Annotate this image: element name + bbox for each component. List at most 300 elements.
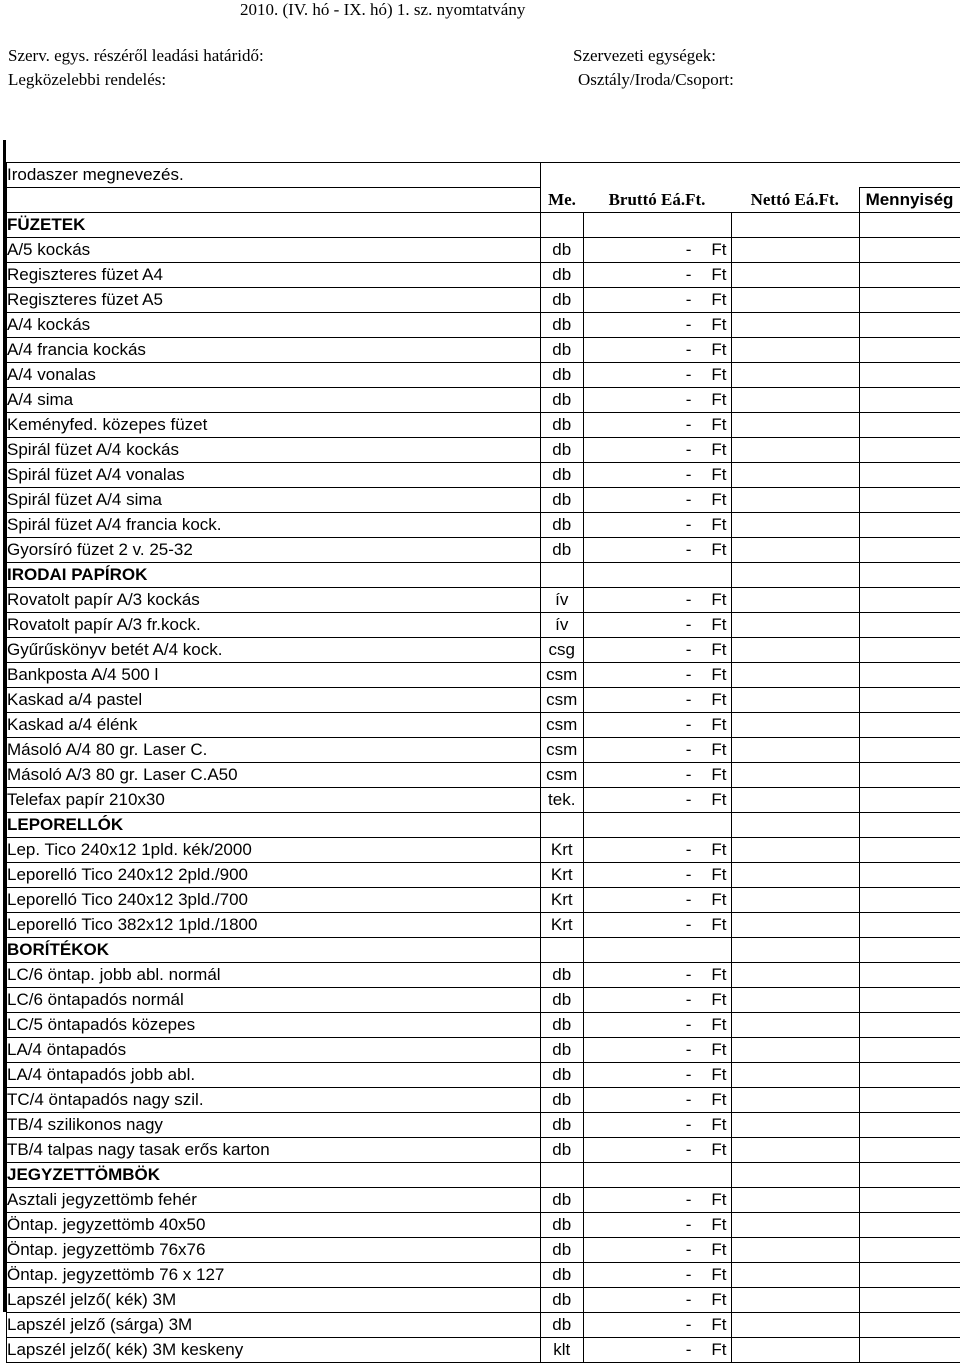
- quantity-cell[interactable]: [859, 538, 960, 563]
- price-dash: -: [686, 1140, 692, 1160]
- table-row: [7, 1338, 960, 1363]
- quantity-cell[interactable]: [859, 713, 960, 738]
- net-price[interactable]: [731, 913, 859, 938]
- quantity-cell[interactable]: [859, 413, 960, 438]
- item-name: Keményfed. közepes füzet: [7, 413, 541, 438]
- price-currency: Ft: [711, 590, 726, 610]
- net-price[interactable]: [731, 263, 859, 288]
- item-name: Telefax papír 210x30: [7, 788, 541, 813]
- price-dash: -: [686, 315, 692, 335]
- net-price[interactable]: [731, 1313, 859, 1338]
- quantity-cell[interactable]: [859, 488, 960, 513]
- net-price[interactable]: [731, 1013, 859, 1038]
- table-row: [7, 363, 960, 388]
- price-dash: -: [686, 1115, 692, 1135]
- table-row: [7, 1013, 960, 1038]
- item-unit: db: [541, 288, 584, 313]
- net-price[interactable]: [731, 663, 859, 688]
- net-price[interactable]: [731, 1063, 859, 1088]
- price-dash: -: [686, 415, 692, 435]
- gross-price: [583, 363, 731, 388]
- net-price[interactable]: [731, 388, 859, 413]
- quantity-cell[interactable]: [859, 313, 960, 338]
- price-currency: Ft: [711, 640, 726, 660]
- table-row: [7, 1288, 960, 1313]
- gross-price: [583, 288, 731, 313]
- net-price[interactable]: [731, 588, 859, 613]
- gross-price: [583, 1213, 731, 1238]
- item-unit: [541, 563, 584, 588]
- item-unit: db: [541, 1063, 584, 1088]
- quantity-cell[interactable]: [859, 1288, 960, 1313]
- net-price[interactable]: [731, 1113, 859, 1138]
- table-row: [7, 788, 960, 813]
- net-price[interactable]: [731, 738, 859, 763]
- section-row: [7, 213, 960, 238]
- quantity-cell[interactable]: [859, 1038, 960, 1063]
- table-row: [7, 1138, 960, 1163]
- quantity-cell[interactable]: [859, 738, 960, 763]
- gross-price: [583, 738, 731, 763]
- table-row: [7, 763, 960, 788]
- net-price[interactable]: [731, 313, 859, 338]
- quantity-cell[interactable]: [859, 788, 960, 813]
- table-row: [7, 1238, 960, 1263]
- item-unit: db: [541, 1213, 584, 1238]
- table-row: [7, 663, 960, 688]
- gross-price: [583, 788, 731, 813]
- price-dash: -: [686, 1015, 692, 1035]
- gross-price: [583, 338, 731, 363]
- price-currency: Ft: [711, 240, 726, 260]
- quantity-cell[interactable]: [859, 613, 960, 638]
- price-currency: Ft: [711, 515, 726, 535]
- gross-price: [583, 1163, 731, 1188]
- price-currency: Ft: [711, 990, 726, 1010]
- gross-price: [583, 1013, 731, 1038]
- price-dash: -: [686, 615, 692, 635]
- price-dash: -: [686, 590, 692, 610]
- net-price[interactable]: [731, 888, 859, 913]
- gross-price: [583, 213, 731, 238]
- table-row: [7, 413, 960, 438]
- price-currency: Ft: [711, 290, 726, 310]
- quantity-cell[interactable]: [859, 663, 960, 688]
- price-currency: Ft: [711, 340, 726, 360]
- gross-price: [583, 638, 731, 663]
- gross-price: [583, 1338, 731, 1363]
- quantity-cell[interactable]: [859, 563, 960, 588]
- item-name: A/5 kockás: [7, 238, 541, 263]
- price-currency: Ft: [711, 665, 726, 685]
- price-currency: Ft: [711, 1090, 726, 1110]
- price-dash: -: [686, 1340, 692, 1360]
- quantity-cell[interactable]: [859, 1138, 960, 1163]
- item-unit: db: [541, 963, 584, 988]
- item-name: Lapszél jelző( kék) 3M keskeny: [7, 1338, 541, 1363]
- item-name: Bankposta A/4 500 l: [7, 663, 541, 688]
- item-unit: Krt: [541, 888, 584, 913]
- name-header: Irodaszer megnevezés.: [7, 163, 541, 188]
- supplies-table: [6, 162, 960, 1363]
- net-price[interactable]: [731, 938, 859, 963]
- price-currency: Ft: [711, 765, 726, 785]
- gross-price: [583, 488, 731, 513]
- item-unit: ív: [541, 588, 584, 613]
- item-unit: Krt: [541, 838, 584, 863]
- price-currency: Ft: [711, 615, 726, 635]
- price-currency: Ft: [711, 415, 726, 435]
- quantity-cell[interactable]: [859, 288, 960, 313]
- section-title: LEPORELLÓK: [7, 813, 541, 838]
- item-unit: db: [541, 1263, 584, 1288]
- price-currency: Ft: [711, 1065, 726, 1085]
- item-unit: db: [541, 263, 584, 288]
- section-row: [7, 563, 960, 588]
- net-price[interactable]: [731, 1038, 859, 1063]
- net-price[interactable]: [731, 1263, 859, 1288]
- item-unit: db: [541, 1238, 584, 1263]
- quantity-cell[interactable]: [859, 1063, 960, 1088]
- net-price[interactable]: [731, 1138, 859, 1163]
- item-unit: db: [541, 1313, 584, 1338]
- price-currency: Ft: [711, 890, 726, 910]
- col-gross-header: Bruttó Eá.Ft.: [583, 188, 731, 213]
- net-price[interactable]: [731, 438, 859, 463]
- form-title-text: 2010. (IV. hó - IX. hó) 1. sz. nyomtatvány: [240, 0, 525, 20]
- item-unit: tek.: [541, 788, 584, 813]
- gross-price: [583, 1138, 731, 1163]
- section-title: JEGYZETTÖMBÖK: [7, 1163, 541, 1188]
- gross-price: [583, 1288, 731, 1313]
- quantity-cell[interactable]: [859, 638, 960, 663]
- quantity-cell[interactable]: [859, 1238, 960, 1263]
- price-dash: -: [686, 465, 692, 485]
- item-unit: db: [541, 388, 584, 413]
- quantity-cell[interactable]: [859, 438, 960, 463]
- item-name: LA/4 öntapadós: [7, 1038, 541, 1063]
- price-currency: Ft: [711, 690, 726, 710]
- item-unit: db: [541, 1113, 584, 1138]
- gross-price: [583, 238, 731, 263]
- quantity-cell[interactable]: [859, 763, 960, 788]
- table-row: [7, 313, 960, 338]
- item-name: Spirál füzet A/4 vonalas: [7, 463, 541, 488]
- item-unit: csm: [541, 663, 584, 688]
- table-row: [7, 1313, 960, 1338]
- quantity-cell[interactable]: [859, 388, 960, 413]
- net-price[interactable]: [731, 288, 859, 313]
- gross-price: [583, 763, 731, 788]
- price-dash: -: [686, 515, 692, 535]
- item-name: Másoló A/4 80 gr. Laser C.: [7, 738, 541, 763]
- item-name: A/4 sima: [7, 388, 541, 413]
- net-price[interactable]: [731, 238, 859, 263]
- net-price[interactable]: [731, 813, 859, 838]
- item-unit: db: [541, 338, 584, 363]
- net-price[interactable]: [731, 1213, 859, 1238]
- table-row: [7, 513, 960, 538]
- price-currency: Ft: [711, 490, 726, 510]
- price-currency: Ft: [711, 915, 726, 935]
- item-name: LC/5 öntapadós közepes: [7, 1013, 541, 1038]
- item-name: Lapszél jelző (sárga) 3M: [7, 1313, 541, 1338]
- org-units-label: Szervezeti egységek:: [573, 46, 716, 66]
- gross-price: [583, 513, 731, 538]
- price-currency: Ft: [711, 440, 726, 460]
- table-row: [7, 963, 960, 988]
- item-unit: Krt: [541, 913, 584, 938]
- price-dash: -: [686, 540, 692, 560]
- deadline-label: Szerv. egys. részéről leadási határidő:: [8, 46, 264, 66]
- gross-price: [583, 1113, 731, 1138]
- section-row: [7, 938, 960, 963]
- item-name: Lep. Tico 240x12 1pld. kék/2000: [7, 838, 541, 863]
- price-dash: -: [686, 1090, 692, 1110]
- item-name: LC/6 öntapadós normál: [7, 988, 541, 1013]
- item-unit: db: [541, 488, 584, 513]
- net-price[interactable]: [731, 463, 859, 488]
- item-unit: db: [541, 1038, 584, 1063]
- item-name: TC/4 öntapadós nagy szil.: [7, 1088, 541, 1113]
- item-name: Öntap. jegyzettömb 40x50: [7, 1213, 541, 1238]
- price-dash: -: [686, 1215, 692, 1235]
- net-price[interactable]: [731, 1088, 859, 1113]
- net-price[interactable]: [731, 488, 859, 513]
- gross-price: [583, 1238, 731, 1263]
- table-row: [7, 613, 960, 638]
- net-price[interactable]: [731, 988, 859, 1013]
- quantity-cell[interactable]: [859, 1088, 960, 1113]
- quantity-cell[interactable]: [859, 263, 960, 288]
- price-currency: Ft: [711, 865, 726, 885]
- gross-price: [583, 613, 731, 638]
- item-unit: csm: [541, 738, 584, 763]
- net-price[interactable]: [731, 963, 859, 988]
- quantity-cell[interactable]: [859, 1213, 960, 1238]
- item-name: Spirál füzet A/4 sima: [7, 488, 541, 513]
- net-price[interactable]: [731, 413, 859, 438]
- item-name: LA/4 öntapadós jobb abl.: [7, 1063, 541, 1088]
- quantity-cell[interactable]: [859, 963, 960, 988]
- quantity-cell[interactable]: [859, 938, 960, 963]
- gross-price: [583, 713, 731, 738]
- price-dash: -: [686, 1190, 692, 1210]
- item-unit: db: [541, 538, 584, 563]
- net-price[interactable]: [731, 338, 859, 363]
- item-unit: db: [541, 988, 584, 1013]
- net-price[interactable]: [731, 638, 859, 663]
- gross-price: [583, 463, 731, 488]
- quantity-cell[interactable]: [859, 1263, 960, 1288]
- item-name: A/4 kockás: [7, 313, 541, 338]
- quantity-cell[interactable]: [859, 1313, 960, 1338]
- price-currency: Ft: [711, 740, 726, 760]
- table-row: [7, 638, 960, 663]
- nearest-order-label: Legközelebbi rendelés:: [8, 70, 166, 90]
- quantity-cell[interactable]: [859, 863, 960, 888]
- gross-price: [583, 1088, 731, 1113]
- price-dash: -: [686, 915, 692, 935]
- net-price[interactable]: [731, 788, 859, 813]
- net-price[interactable]: [731, 1338, 859, 1363]
- item-name: TB/4 szilikonos nagy: [7, 1113, 541, 1138]
- price-currency: Ft: [711, 840, 726, 860]
- price-dash: -: [686, 265, 692, 285]
- item-name: LC/6 öntap. jobb abl. normál: [7, 963, 541, 988]
- quantity-cell[interactable]: [859, 513, 960, 538]
- quantity-cell[interactable]: [859, 988, 960, 1013]
- item-unit: csm: [541, 763, 584, 788]
- item-name: Leporelló Tico 240x12 3pld./700: [7, 888, 541, 913]
- gross-price: [583, 263, 731, 288]
- price-dash: -: [686, 1240, 692, 1260]
- table-row: [7, 438, 960, 463]
- table-row: [7, 338, 960, 363]
- net-price[interactable]: [731, 1238, 859, 1263]
- quantity-cell[interactable]: [859, 338, 960, 363]
- table-row: [7, 1113, 960, 1138]
- price-currency: Ft: [711, 1215, 726, 1235]
- price-currency: Ft: [711, 1290, 726, 1310]
- quantity-cell[interactable]: [859, 1163, 960, 1188]
- price-dash: -: [686, 290, 692, 310]
- price-currency: Ft: [711, 965, 726, 985]
- quantity-cell[interactable]: [859, 238, 960, 263]
- table-row: [7, 1188, 960, 1213]
- price-dash: -: [686, 1290, 692, 1310]
- net-price[interactable]: [731, 863, 859, 888]
- item-name: Kaskad a/4 pastel: [7, 688, 541, 713]
- name-header-spacer: [7, 188, 541, 213]
- item-unit: db: [541, 413, 584, 438]
- table-row: [7, 538, 960, 563]
- quantity-cell[interactable]: [859, 688, 960, 713]
- gross-price: [583, 913, 731, 938]
- quantity-cell[interactable]: [859, 1113, 960, 1138]
- item-unit: db: [541, 1013, 584, 1038]
- gross-price: [583, 688, 731, 713]
- item-name: A/4 francia kockás: [7, 338, 541, 363]
- quantity-cell[interactable]: [859, 888, 960, 913]
- price-dash: -: [686, 890, 692, 910]
- gross-price: [583, 1063, 731, 1088]
- net-price[interactable]: [731, 613, 859, 638]
- section-title: FÜZETEK: [7, 213, 541, 238]
- quantity-cell[interactable]: [859, 1013, 960, 1038]
- item-name: TB/4 talpas nagy tasak erős karton: [7, 1138, 541, 1163]
- item-unit: db: [541, 438, 584, 463]
- quantity-cell[interactable]: [859, 213, 960, 238]
- item-unit: ív: [541, 613, 584, 638]
- quantity-cell[interactable]: [859, 363, 960, 388]
- item-unit: [541, 1163, 584, 1188]
- net-price[interactable]: [731, 713, 859, 738]
- net-price[interactable]: [731, 838, 859, 863]
- net-price[interactable]: [731, 1288, 859, 1313]
- net-price[interactable]: [731, 688, 859, 713]
- price-dash: -: [686, 965, 692, 985]
- item-unit: db: [541, 1138, 584, 1163]
- item-name: Leporelló Tico 240x12 2pld./900: [7, 863, 541, 888]
- item-unit: db: [541, 363, 584, 388]
- price-currency: Ft: [711, 465, 726, 485]
- net-price[interactable]: [731, 1163, 859, 1188]
- price-currency: Ft: [711, 265, 726, 285]
- quantity-cell[interactable]: [859, 913, 960, 938]
- price-currency: Ft: [711, 715, 726, 735]
- net-price[interactable]: [731, 763, 859, 788]
- price-currency: Ft: [711, 540, 726, 560]
- quantity-cell[interactable]: [859, 588, 960, 613]
- item-unit: klt: [541, 1338, 584, 1363]
- col-net-header: Nettó Eá.Ft.: [731, 188, 859, 213]
- gross-price: [583, 988, 731, 1013]
- price-dash: -: [686, 665, 692, 685]
- price-currency: Ft: [711, 1015, 726, 1035]
- net-price[interactable]: [731, 213, 859, 238]
- net-price[interactable]: [731, 513, 859, 538]
- gross-price: [583, 938, 731, 963]
- table-row: [7, 388, 960, 413]
- quantity-cell[interactable]: [859, 813, 960, 838]
- price-dash: -: [686, 790, 692, 810]
- price-dash: -: [686, 340, 692, 360]
- item-name: Lapszél jelző( kék) 3M: [7, 1288, 541, 1313]
- item-name: Öntap. jegyzettömb 76 x 127: [7, 1263, 541, 1288]
- gross-price: [583, 813, 731, 838]
- item-unit: db: [541, 1088, 584, 1113]
- item-name: Másoló A/3 80 gr. Laser C.A50: [7, 763, 541, 788]
- table-row: [7, 738, 960, 763]
- price-dash: -: [686, 490, 692, 510]
- gross-price: [583, 1263, 731, 1288]
- price-currency: Ft: [711, 1040, 726, 1060]
- table-row: [7, 913, 960, 938]
- gross-price: [583, 963, 731, 988]
- table-row: [7, 588, 960, 613]
- gross-price: [583, 838, 731, 863]
- item-name: Leporelló Tico 382x12 1pld./1800: [7, 913, 541, 938]
- item-name: Gyorsíró füzet 2 v. 25-32: [7, 538, 541, 563]
- net-price[interactable]: [731, 363, 859, 388]
- gross-price: [583, 388, 731, 413]
- net-price[interactable]: [731, 563, 859, 588]
- item-unit: db: [541, 513, 584, 538]
- price-currency: Ft: [711, 1340, 726, 1360]
- item-unit: db: [541, 1288, 584, 1313]
- item-unit: [541, 213, 584, 238]
- gross-price: [583, 313, 731, 338]
- table-row: [7, 463, 960, 488]
- col-qty-header: Mennyiség: [859, 188, 960, 213]
- gross-price: [583, 438, 731, 463]
- section-title: IRODAI PAPÍROK: [7, 563, 541, 588]
- price-currency: Ft: [711, 365, 726, 385]
- table-row: [7, 1088, 960, 1113]
- quantity-cell[interactable]: [859, 1338, 960, 1363]
- net-price[interactable]: [731, 538, 859, 563]
- gross-price: [583, 588, 731, 613]
- price-currency: Ft: [711, 1140, 726, 1160]
- item-name: Rovatolt papír A/3 kockás: [7, 588, 541, 613]
- price-currency: Ft: [711, 390, 726, 410]
- quantity-cell[interactable]: [859, 1188, 960, 1213]
- net-price[interactable]: [731, 1188, 859, 1213]
- col-unit-header: Me.: [541, 188, 584, 213]
- quantity-cell[interactable]: [859, 463, 960, 488]
- quantity-cell[interactable]: [859, 838, 960, 863]
